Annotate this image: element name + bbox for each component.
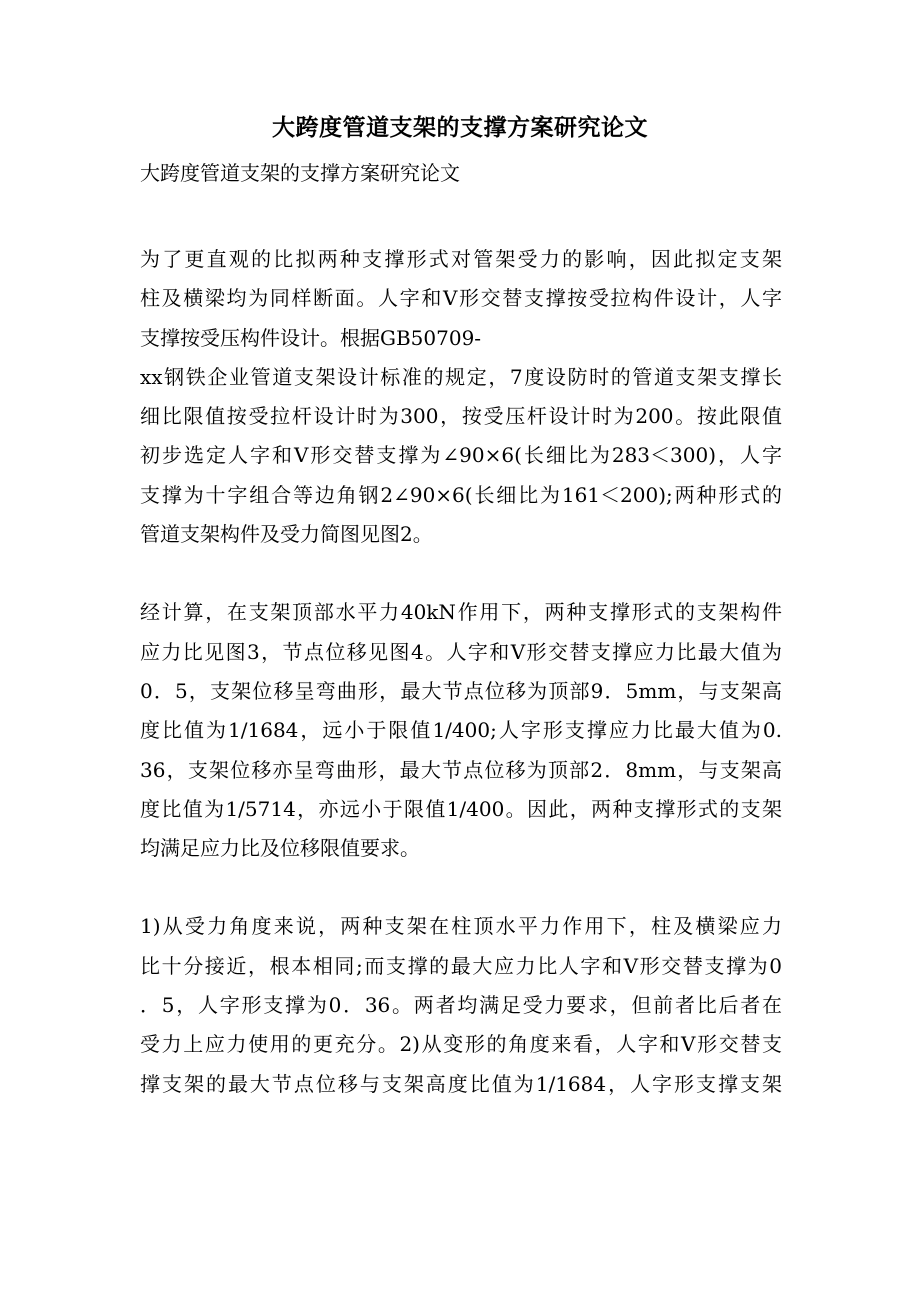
paragraph-line: 1)从受力角度来说，两种支架在柱顶水平力作用下，柱及横梁应力 (140, 914, 782, 939)
paragraph-2 (140, 593, 782, 868)
paragraph-line: 撑支架的最大节点位移与支架高度比值为1/1684，人字形支撑支架 (140, 1071, 782, 1096)
paragraph-line: 度比值为1/1684，远小于限值1/400;人字形支撑应力比最大值为0. (140, 718, 782, 743)
paragraph-line: 柱及横梁均为同样断面。人字和V形交替支撑按受拉构件设计，人字 (140, 286, 782, 311)
document-title: 大跨度管道支架的支撑方案研究论文 (272, 114, 648, 141)
paragraph-line: 管道支架构件及受力简图见图2。 (140, 522, 433, 547)
document-body (140, 157, 782, 1143)
paragraph-3 (140, 907, 782, 1103)
paragraph-line: 36，支架位移亦呈弯曲形，最大节点位移为顶部2．8mm，与支架高 (140, 757, 782, 782)
paragraph-line: xx钢铁企业管道支架设计标准的规定，7度设防时的管道支架支撑长 (140, 364, 782, 389)
document-subtitle: 大跨度管道支架的支撑方案研究论文 (140, 161, 460, 185)
paragraph-line: 支撑为十字组合等边角钢2∠90×6(长细比为161＜200);两种形式的 (140, 482, 782, 507)
paragraph-line: 为了更直观的比拟两种支撑形式对管架受力的影响，因此拟定支架 (140, 247, 782, 271)
paragraph-line: 应力比见图3，节点位移见图4。人字和V形交替支撑应力比最大值为 (140, 639, 782, 664)
paragraph-line: 经计算，在支架顶部水平力40kN作用下，两种支撑形式的支架构件 (140, 600, 782, 625)
paragraph-line: 受力上应力使用的更充分。2)从变形的角度来看，人字和V形交替支 (140, 1032, 782, 1057)
paragraph-line: 细比限值按受拉杆设计时为300，按受压杆设计时为200。按此限值 (140, 404, 782, 429)
paragraph-1 (140, 240, 782, 554)
paragraph-line: 初步选定人字和V形交替支撑为∠90×6(长细比为283＜300)，人字 (140, 443, 782, 468)
paragraph-line: 比十分接近，根本相同;而支撑的最大应力比人字和V形交替支撑为0 (140, 953, 782, 978)
paragraph-line: 均满足应力比及位移限值要求。 (140, 836, 420, 861)
paragraph-line: ．5，人字形支撑为0．36。两者均满足受力要求，但前者比后者在 (140, 993, 782, 1018)
paragraph-line: 支撑按受压构件设计。根据GB50709- (140, 325, 482, 350)
paragraph-line: 0．5，支架位移呈弯曲形，最大节点位移为顶部9．5mm，与支架高 (140, 678, 782, 703)
paragraph-line: 度比值为1/5714，亦远小于限值1/400。因此，两种支撑形式的支架 (140, 796, 782, 821)
